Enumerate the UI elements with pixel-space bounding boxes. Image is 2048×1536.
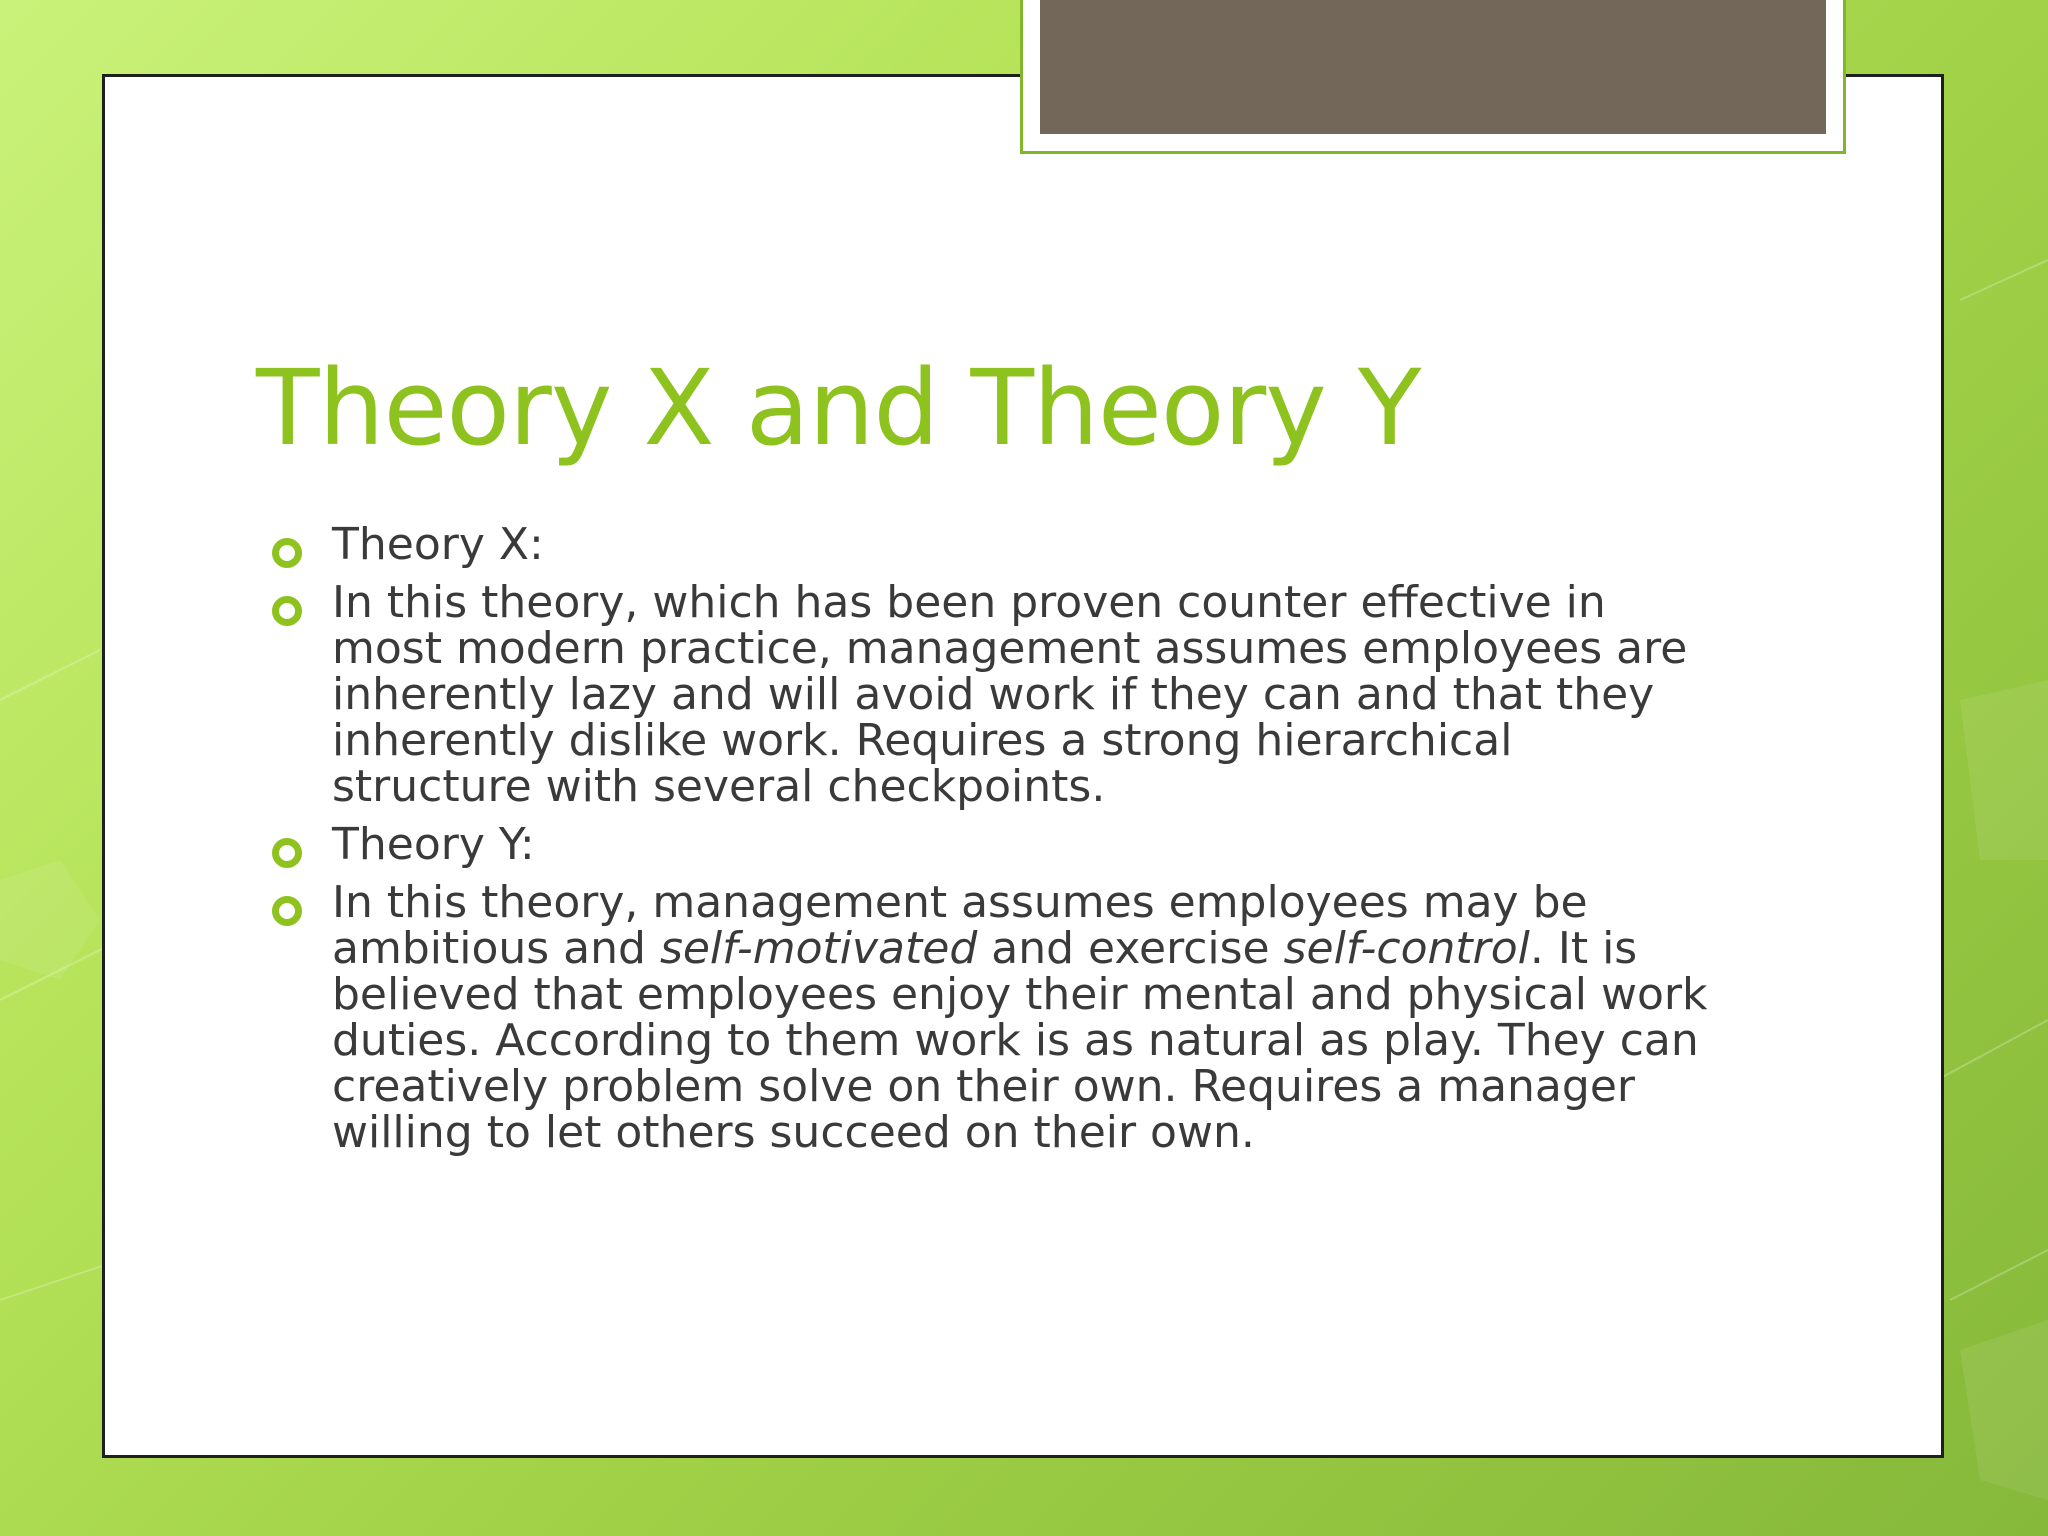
bullet-italic-text: self-motivated [659,923,978,974]
bullet-circle-icon [272,538,302,568]
slide-title: Theory X and Theory Y [256,347,1421,469]
bullet-italic-text: self-control [1283,923,1530,974]
header-tab [1040,0,1826,134]
bullet-list [268,519,1718,1168]
bullet-circle-icon [272,596,302,626]
bullet-text-part: and exercise [977,923,1284,974]
bullet-item [268,519,1718,570]
bullet-item [268,877,1718,1158]
bullet-circle-icon [272,896,302,926]
bullet-item [268,577,1718,812]
bullet-circle-icon [272,838,302,868]
bullet-text [332,877,1718,1158]
bullet-item [268,819,1718,870]
bullet-text: In this theory, which has been proven counter effective in most modern practice, management assumes employees are inherently lazy and will avoid work if they can and that they inherently dislike work. Requires a strong hierarchical structure with several checkpoints. [332,577,1688,812]
bullet-text-part: . It is believed that employees enjoy their mental and physical work duties. According to them work is as natural as play. They can creatively problem solve on their own. Requires a manager willing to let others succeed on their own. [332,923,1708,1158]
bullet-text: Theory X: [332,519,544,570]
bullet-text-part: In this theory, management assumes employees may be ambitious and [332,877,1588,974]
bullet-text: Theory Y: [332,819,535,870]
